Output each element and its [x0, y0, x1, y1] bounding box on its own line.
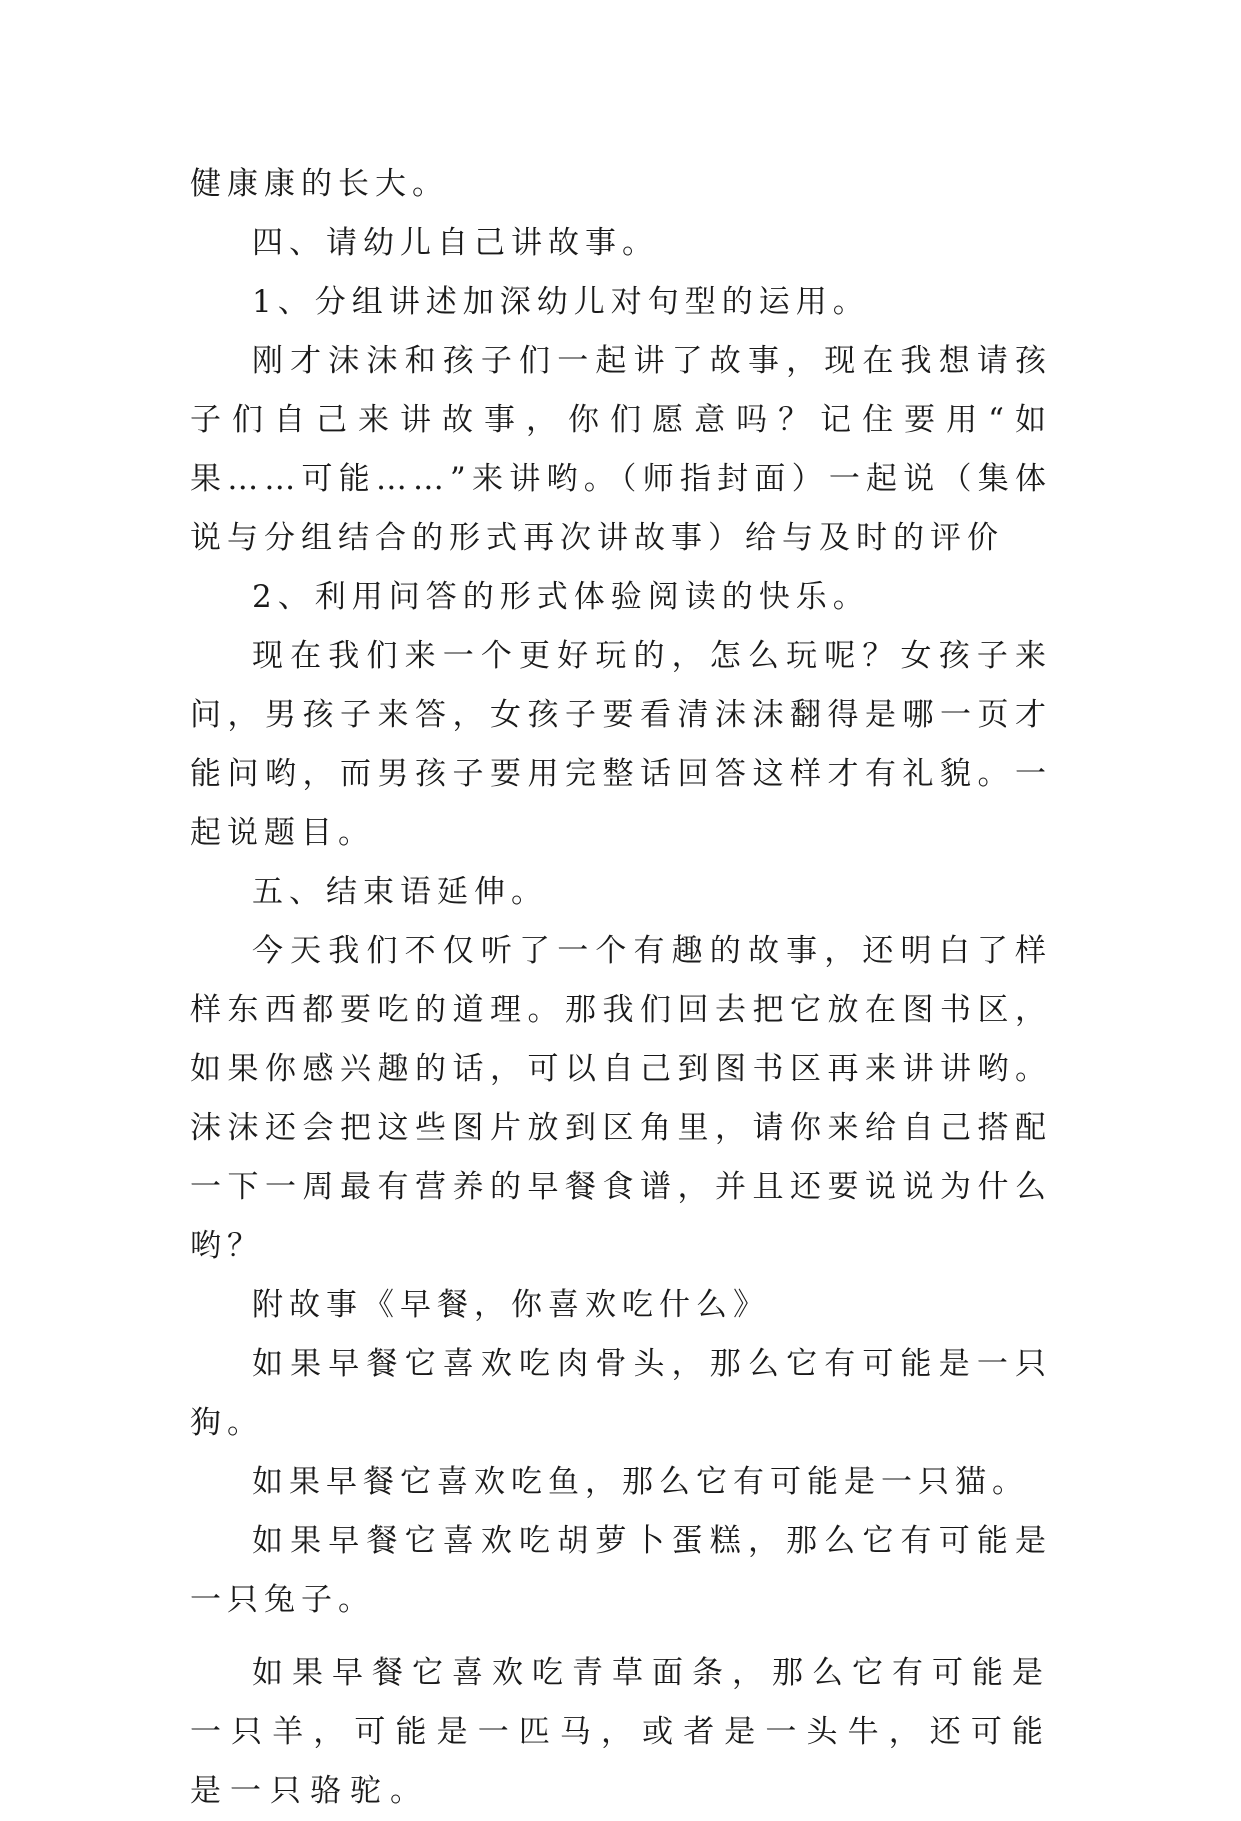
section-heading-4: 四、请幼儿自己讲故事。: [252, 225, 659, 261]
paragraph-conclusion: 今天我们不仅听了一个有趣的故事，还明白了样样东西都要吃的道理。那我们回去把它放在图书区，如果你感兴趣的话，可以自己到图书区再来讲讲哟。沫沫还会把这些图片放到区角里，请你来给自己搭配一下一周最有营养的早餐食谱，并且还要说说为什么哟？: [190, 933, 1052, 1264]
paragraph-story-telling: 刚才沫沫和孩子们一起讲了故事，现在我想请孩子们自己来讲故事，你们愿意吗？记住要用“如果……可能……”来讲哟。（师指封面）一起说（集体说与分组结合的形式再次讲故事）给与及时的评价: [190, 343, 1052, 556]
document-page: [190, 155, 1052, 1821]
story-line-sheep: 如果早餐它喜欢吃青草面条，那么它有可能是一只羊，可能是一匹马，或者是一头牛，还可能是一只骆驼。: [190, 1655, 1052, 1809]
paragraph-qa-game: 现在我们来一个更好玩的，怎么玩呢？女孩子来问，男孩子来答，女孩子要看清沫沫翻得是哪一页才能问哟，而男孩子要用完整话回答这样才有礼貌。一起说题目。: [190, 638, 1052, 851]
paragraph-continuation: 健康康的长大。: [190, 166, 449, 202]
subheading-1: 1、分组讲述加深幼儿对句型的运用。: [252, 284, 870, 320]
story-line-cat: 如果早餐它喜欢吃鱼，那么它有可能是一只猫。: [252, 1464, 1029, 1500]
appendix-story-title: 附故事《早餐，你喜欢吃什么》: [252, 1287, 770, 1323]
subheading-2: 2、利用问答的形式体验阅读的快乐。: [252, 579, 870, 615]
story-line-dog: 如果早餐它喜欢吃肉骨头，那么它有可能是一只狗。: [190, 1346, 1052, 1441]
story-line-rabbit: 如果早餐它喜欢吃胡萝卜蛋糕，那么它有可能是一只兔子。: [190, 1523, 1052, 1618]
section-heading-5: 五、结束语延伸。: [252, 874, 548, 910]
